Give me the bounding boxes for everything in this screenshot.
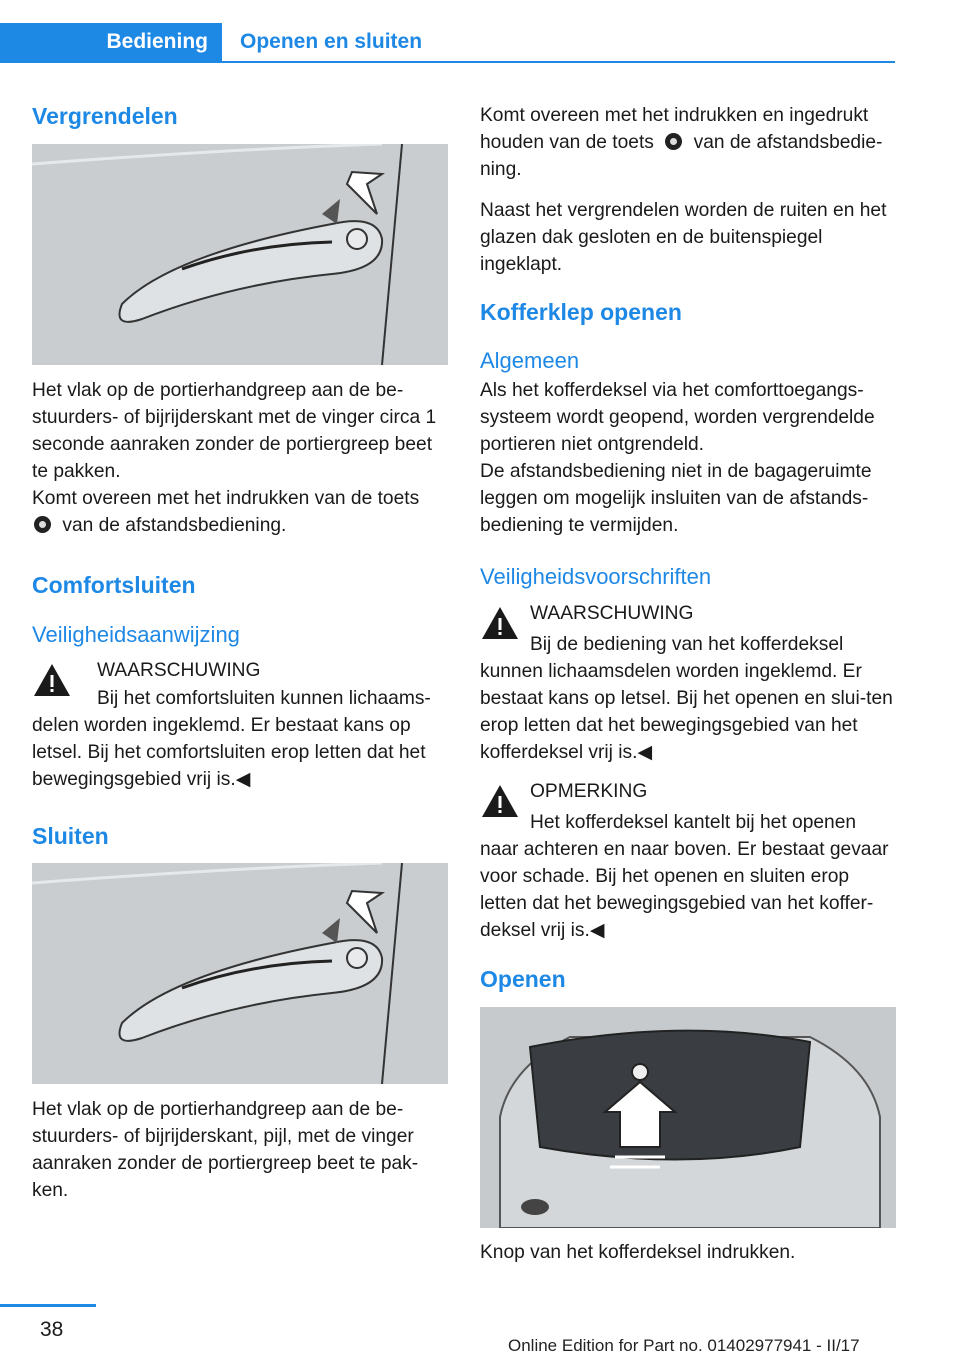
heading-openen: Openen <box>480 966 566 992</box>
paragraph-toets-ingedrukt-text-b: van de afstandsbedie‐ning. <box>480 132 883 180</box>
section-tab-openen-en-sluiten[interactable]: Openen en sluiten <box>240 30 423 53</box>
heading-vergrendelen: Vergrendelen <box>32 103 178 129</box>
heading-veiligheidsvoorschriften: Veiligheidsvoorschriften <box>480 564 712 589</box>
lock-key-icon <box>665 133 682 150</box>
paragraph-vergrendelen: Het vlak op de portierhandgreep aan de be‐stuurders- of bijrijderskant met de vinger circa 1 seconde aanraken zonder de portiergreep beet te pakken. <box>32 380 437 482</box>
paragraph-toets-text-b: van de afstandsbediening. <box>62 515 287 536</box>
page-number: 38 <box>40 1318 64 1341</box>
heading-kofferklep-openen: Kofferklep openen <box>480 299 682 325</box>
heading-sluiten: Sluiten <box>32 823 109 849</box>
paragraph-comforttoegang: Als het kofferdeksel via het comforttoegangs‐systeem wordt geopend, worden vergrendelde portieren niet ontgrendeld. <box>480 380 875 455</box>
paragraph-knop: Knop van het kofferdeksel indrukken. <box>480 1242 796 1263</box>
paragraph-toets-ingedrukt <box>480 102 896 183</box>
note-label: OPMERKING <box>530 781 648 802</box>
heading-veiligheidsaanwijzing: Veiligheidsaanwijzing <box>32 622 240 647</box>
lock-key-icon <box>34 516 51 533</box>
note-text: Het kofferdeksel kantelt bij het openen naar achteren en naar boven. Er bestaat gevaar voor schade. Bij het openen en sluiten erop letten dat het bewegingsgebied van het koffer‐deksel vrij is.◀ <box>480 812 889 941</box>
paragraph-afstandsbediening: De afstandsbediening niet in de bagageruimte leggen om mogelijk insluiten van de afstands‐bediening te vermijden. <box>480 461 872 536</box>
section-tab-bediening[interactable]: Bediening <box>0 23 222 61</box>
paragraph-toets-ingedrukt-text-a: Komt overeen met het indrukken en ingedrukt houden van de toets <box>480 105 869 153</box>
paragraph-sluiten: Het vlak op de portierhandgreep aan de be‐stuurders- of bijrijderskant, pijl, met de vinger aanraken zonder de portiergreep beet te pak‐ken. <box>32 1099 419 1201</box>
page-header <box>0 23 895 61</box>
warning-text: Bij de bediening van het kofferdeksel kunnen lichaamsdelen worden ingeklemd. Er bestaat kans op letsel. Bij het openen en slui‐ten erop letten dat het bewegingsgebied van het kofferdeksel vrij is.◀ <box>480 634 893 763</box>
warning-label: WAARSCHUWING <box>97 660 261 681</box>
header-divider <box>0 61 895 63</box>
door-handle-illustration-lock <box>32 144 448 365</box>
paragraph-toets <box>32 485 448 539</box>
footer-edition: Online Edition for Part no. 01402977941 - II/17 <box>508 1336 860 1355</box>
footer-divider <box>0 1304 96 1307</box>
door-handle-illustration-close <box>32 863 448 1084</box>
trunk-illustration <box>480 1007 896 1228</box>
heading-comfortsluiten: Comfortsluiten <box>32 572 196 598</box>
warning-label: WAARSCHUWING <box>530 603 694 624</box>
paragraph-ruiten: Naast het vergrendelen worden de ruiten en het glazen dak gesloten en de buitenspiegel ingeklapt. <box>480 200 887 275</box>
heading-algemeen: Algemeen <box>480 348 580 373</box>
warning-text: Bij het comfortsluiten kunnen lichaams‐delen worden ingeklemd. Er bestaat kans op letsel. Bij het comfortsluiten erop letten dat het bewegingsgebied vrij is.◀ <box>32 688 431 790</box>
paragraph-toets-text-a: Komt overeen met het indrukken van de toets <box>32 488 420 509</box>
